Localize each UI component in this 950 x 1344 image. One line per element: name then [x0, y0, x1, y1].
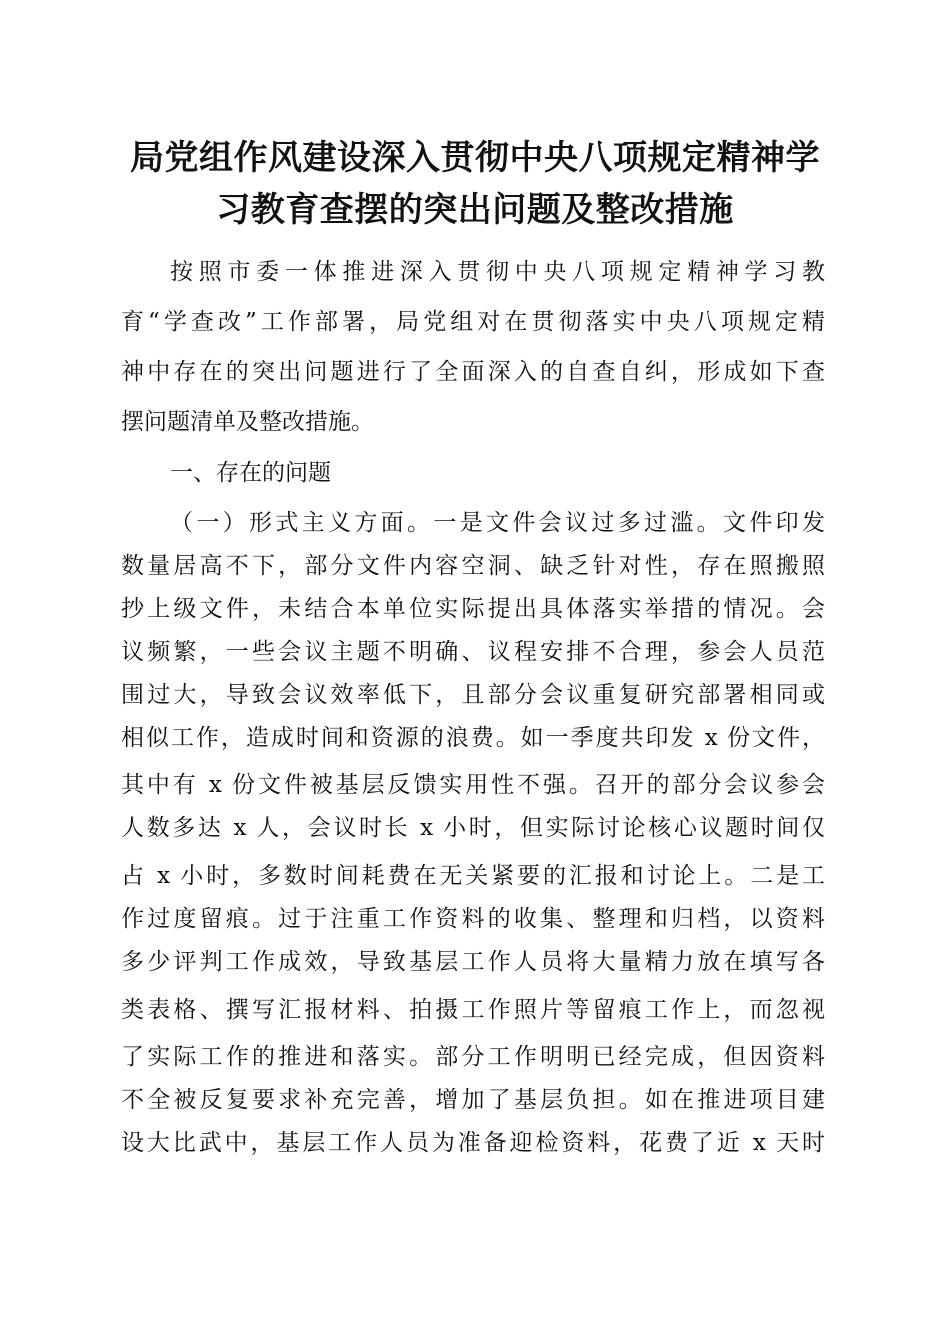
body-line-9: 占 x 小时，多数时间耗费在无关紧要的汇报和讨论上。二是工 [121, 863, 825, 889]
intro-line-1: 按照市委一体推进深入贯彻中央八项规定精神学习教 [170, 259, 825, 285]
body-line-6: 相似工作，造成时间和资源的浪费。如一季度共印发 x 份文件， [121, 725, 825, 751]
body-line-10: 作过度留痕。过于注重工作资料的收集、整理和归档，以资料 [121, 906, 825, 932]
title-line-2: 习教育查摆的突出问题及整改措施 [216, 190, 734, 230]
body-line-5: 围过大，导致会议效率低下，且部分会议重复研究部署相同或 [121, 682, 825, 708]
body-line-15: 设大比武中，基层工作人员为准备迎检资料，花费了近 x 天时 [121, 1130, 825, 1156]
section-heading: 一、存在的问题 [170, 460, 331, 486]
body-line-7: 其中有 x 份文件被基层反馈实用性不强。召开的部分会议参会 [121, 772, 825, 798]
body-line-8: 人数多达 x 人，会议时长 x 小时，但实际讨论核心议题时间仅 [121, 815, 825, 841]
intro-line-4: 摆问题清单及整改措施。 [121, 409, 374, 435]
body-line-1: （一）形式主义方面。一是文件会议过多过滥。文件印发 [170, 510, 825, 536]
document-title [100, 132, 850, 236]
body-line-14: 不全被反复要求补充完善，增加了基层负担。如在推进项目建 [121, 1087, 825, 1113]
body-line-12: 类表格、撰写汇报材料、拍摄工作照片等留痕工作上，而忽视 [121, 997, 825, 1023]
title-line-1: 局党组作风建设深入贯彻中央八项规定精神学 [130, 138, 820, 178]
intro-line-2: 育“学查改”工作部署，局党组对在贯彻落实中央八项规定精 [121, 309, 825, 335]
body-line-13: 了实际工作的推进和落实。部分工作明明已经完成，但因资料 [121, 1044, 825, 1070]
intro-line-3: 神中存在的突出问题进行了全面深入的自查自纠，形成如下查 [121, 359, 825, 385]
body-line-3: 抄上级文件，未结合本单位实际提出具体落实举措的情况。会 [121, 596, 825, 622]
body-line-11: 多少评判工作成效，导致基层工作人员将大量精力放在填写各 [121, 949, 825, 975]
body-line-2: 数量居高不下，部分文件内容空洞、缺乏针对性，存在照搬照 [121, 553, 825, 579]
body-line-4: 议频繁，一些会议主题不明确、议程安排不合理，参会人员范 [121, 639, 825, 665]
